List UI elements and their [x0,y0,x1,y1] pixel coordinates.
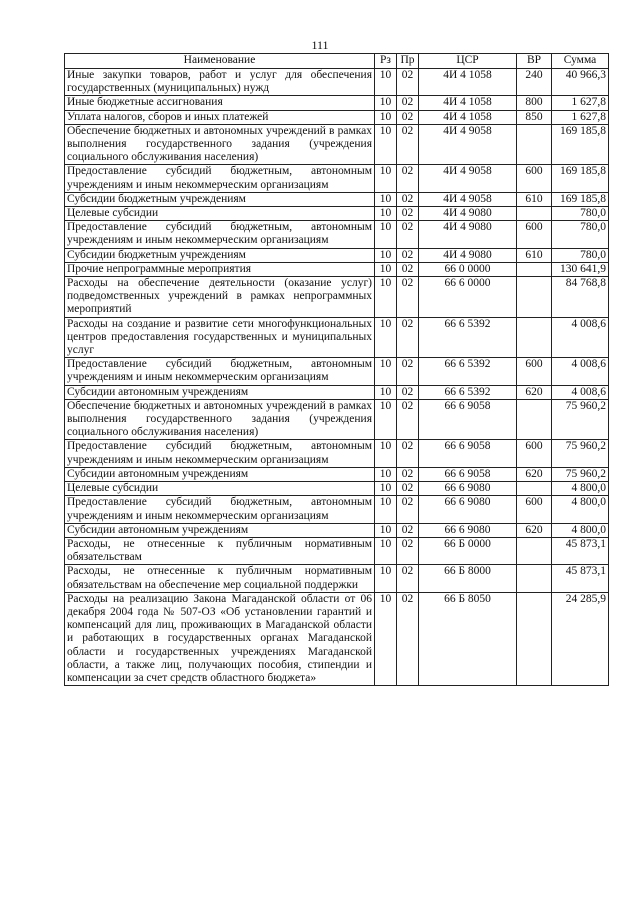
cell-sum: 780,0 [552,221,609,248]
cell-name: Предоставление субсидий бюджетным, автономным учреждениям и иным некоммерческим организациям [65,165,375,192]
cell-pr: 02 [397,165,419,192]
table-row [65,207,609,221]
cell-name: Субсидии автономным учреждениям [65,467,375,481]
cell-csr: 66 6 5392 [419,358,517,385]
cell-csr: 66 6 9080 [419,496,517,523]
cell-sum: 130 641,9 [552,262,609,276]
cell-sum: 4 800,0 [552,482,609,496]
cell-sum: 4 008,6 [552,385,609,399]
cell-rz: 10 [375,317,397,358]
cell-pr: 02 [397,440,419,467]
cell-csr: 66 Б 0000 [419,537,517,564]
cell-name: Уплата налогов, сборов и иных платежей [65,110,375,124]
cell-pr: 02 [397,69,419,96]
cell-sum: 40 966,3 [552,69,609,96]
cell-vr [517,399,552,440]
cell-pr: 02 [397,192,419,206]
table-row [65,124,609,165]
cell-vr [517,482,552,496]
cell-vr [517,262,552,276]
cell-name: Субсидии бюджетным учреждениям [65,248,375,262]
header-row [65,54,609,69]
cell-pr: 02 [397,358,419,385]
cell-csr: 4И 4 1058 [419,69,517,96]
cell-csr: 66 6 9058 [419,440,517,467]
cell-vr: 620 [517,385,552,399]
cell-csr: 66 6 5392 [419,317,517,358]
budget-table [64,53,609,686]
cell-name: Расходы на создание и развитие сети многофункциональных центров предоставления государственных и муниципальных услуг [65,317,375,358]
cell-vr: 600 [517,221,552,248]
cell-name: Обеспечение бюджетных и автономных учреждений в рамках выполнения государственного задания (учреждения социального обслуживания населения) [65,399,375,440]
cell-rz: 10 [375,565,397,592]
cell-sum: 780,0 [552,207,609,221]
header-vr: ВР [517,54,552,69]
cell-rz: 10 [375,221,397,248]
cell-pr: 02 [397,248,419,262]
cell-csr: 66 Б 8050 [419,592,517,685]
cell-name: Субсидии автономным учреждениям [65,385,375,399]
cell-csr: 66 6 9058 [419,399,517,440]
cell-vr: 600 [517,440,552,467]
cell-sum: 4 800,0 [552,496,609,523]
cell-csr: 66 6 5392 [419,385,517,399]
cell-csr: 66 6 9080 [419,523,517,537]
cell-sum: 84 768,8 [552,277,609,318]
cell-csr: 4И 4 9080 [419,248,517,262]
cell-rz: 10 [375,537,397,564]
table-row [65,221,609,248]
cell-csr: 4И 4 9058 [419,165,517,192]
table-row [65,110,609,124]
cell-name: Прочие непрограммные мероприятия [65,262,375,276]
cell-name: Расходы, не отнесенные к публичным нормативным обязательствам [65,537,375,564]
table-row [65,262,609,276]
cell-rz: 10 [375,262,397,276]
cell-rz: 10 [375,467,397,481]
table-header [65,54,609,69]
cell-csr: 4И 4 9058 [419,124,517,165]
cell-sum: 24 285,9 [552,592,609,685]
cell-pr: 02 [397,96,419,110]
cell-vr: 620 [517,523,552,537]
table-row [65,496,609,523]
table-row [65,592,609,685]
cell-vr: 610 [517,248,552,262]
cell-name: Расходы на обеспечение деятельности (оказание услуг) подведомственных учреждений в рамках непрограммных мероприятий [65,277,375,318]
cell-name: Обеспечение бюджетных и автономных учреждений в рамках выполнения государственного задания (учреждения социального обслуживания населения) [65,124,375,165]
cell-rz: 10 [375,482,397,496]
table-row [65,165,609,192]
header-pr: Пр [397,54,419,69]
cell-sum: 169 185,8 [552,165,609,192]
cell-vr [517,592,552,685]
cell-vr [517,317,552,358]
table-row [65,565,609,592]
cell-name: Субсидии бюджетным учреждениям [65,192,375,206]
header-sum: Сумма [552,54,609,69]
cell-pr: 02 [397,221,419,248]
cell-pr: 02 [397,317,419,358]
cell-csr: 4И 4 1058 [419,110,517,124]
cell-name: Предоставление субсидий бюджетным, автономным учреждениям и иным некоммерческим организациям [65,221,375,248]
cell-sum: 1 627,8 [552,110,609,124]
cell-pr: 02 [397,467,419,481]
cell-vr [517,207,552,221]
cell-sum: 169 185,8 [552,192,609,206]
table-row [65,467,609,481]
table-row [65,69,609,96]
cell-csr: 4И 4 9080 [419,221,517,248]
cell-rz: 10 [375,399,397,440]
cell-name: Расходы, не отнесенные к публичным нормативным обязательствам на обеспечение мер социальной поддержки [65,565,375,592]
cell-pr: 02 [397,277,419,318]
cell-name: Иные закупки товаров, работ и услуг для обеспечения государственных (муниципальных) нужд [65,69,375,96]
cell-rz: 10 [375,523,397,537]
table-row [65,385,609,399]
cell-rz: 10 [375,96,397,110]
cell-rz: 10 [375,248,397,262]
cell-csr: 4И 4 9058 [419,192,517,206]
cell-rz: 10 [375,69,397,96]
cell-rz: 10 [375,358,397,385]
table-row [65,440,609,467]
cell-rz: 10 [375,110,397,124]
cell-vr [517,277,552,318]
cell-rz: 10 [375,592,397,685]
cell-name: Субсидии автономным учреждениям [65,523,375,537]
table-row [65,523,609,537]
cell-name: Целевые субсидии [65,207,375,221]
cell-rz: 10 [375,207,397,221]
cell-sum: 75 960,2 [552,467,609,481]
cell-rz: 10 [375,496,397,523]
cell-name: Иные бюджетные ассигнования [65,96,375,110]
cell-pr: 02 [397,537,419,564]
cell-pr: 02 [397,399,419,440]
cell-csr: 66 6 9080 [419,482,517,496]
cell-vr: 800 [517,96,552,110]
cell-rz: 10 [375,385,397,399]
table-row [65,192,609,206]
cell-sum: 45 873,1 [552,565,609,592]
cell-rz: 10 [375,277,397,318]
cell-sum: 169 185,8 [552,124,609,165]
cell-sum: 45 873,1 [552,537,609,564]
cell-vr: 240 [517,69,552,96]
table-row [65,399,609,440]
cell-pr: 02 [397,262,419,276]
cell-pr: 02 [397,523,419,537]
table-row [65,482,609,496]
cell-name: Предоставление субсидий бюджетным, автономным учреждениям и иным некоммерческим организациям [65,358,375,385]
cell-pr: 02 [397,565,419,592]
header-name: Наименование [65,54,375,69]
cell-sum: 4 800,0 [552,523,609,537]
cell-sum: 780,0 [552,248,609,262]
header-csr: ЦСР [419,54,517,69]
table-row [65,537,609,564]
table-row [65,277,609,318]
cell-csr: 66 0 0000 [419,262,517,276]
cell-sum: 4 008,6 [552,317,609,358]
cell-csr: 66 6 0000 [419,277,517,318]
table-row [65,358,609,385]
header-rz: Рз [375,54,397,69]
cell-vr [517,565,552,592]
cell-rz: 10 [375,440,397,467]
cell-sum: 75 960,2 [552,399,609,440]
cell-pr: 02 [397,207,419,221]
page-number: 111 [311,38,329,52]
cell-vr: 600 [517,496,552,523]
cell-csr: 66 Б 8000 [419,565,517,592]
cell-name: Предоставление субсидий бюджетным, автономным учреждениям и иным некоммерческим организациям [65,496,375,523]
cell-vr: 850 [517,110,552,124]
table-row [65,96,609,110]
cell-vr [517,124,552,165]
cell-sum: 4 008,6 [552,358,609,385]
cell-vr: 600 [517,358,552,385]
cell-vr: 600 [517,165,552,192]
cell-pr: 02 [397,592,419,685]
cell-rz: 10 [375,124,397,165]
cell-csr: 4И 4 9080 [419,207,517,221]
cell-csr: 66 6 9058 [419,467,517,481]
table-body [65,69,609,686]
cell-vr: 610 [517,192,552,206]
cell-rz: 10 [375,165,397,192]
cell-name: Расходы на реализацию Закона Магаданской области от 06 декабря 2004 года № 507-ОЗ «Об установлении гарантий и компенсаций для лиц, проживающих в Магаданской области и работающих в государственных органах Магаданской области и государственных учреждениях Магаданской области, а также лиц, получающих пособия, стипендии и компенсации за счет средств областного бюджета» [65,592,375,685]
cell-vr: 620 [517,467,552,481]
cell-sum: 75 960,2 [552,440,609,467]
cell-pr: 02 [397,496,419,523]
cell-vr [517,537,552,564]
cell-pr: 02 [397,124,419,165]
cell-name: Целевые субсидии [65,482,375,496]
table-row [65,317,609,358]
cell-name: Предоставление субсидий бюджетным, автономным учреждениям и иным некоммерческим организациям [65,440,375,467]
table-row [65,248,609,262]
cell-pr: 02 [397,482,419,496]
cell-rz: 10 [375,192,397,206]
cell-pr: 02 [397,385,419,399]
cell-csr: 4И 4 1058 [419,96,517,110]
cell-sum: 1 627,8 [552,96,609,110]
cell-pr: 02 [397,110,419,124]
